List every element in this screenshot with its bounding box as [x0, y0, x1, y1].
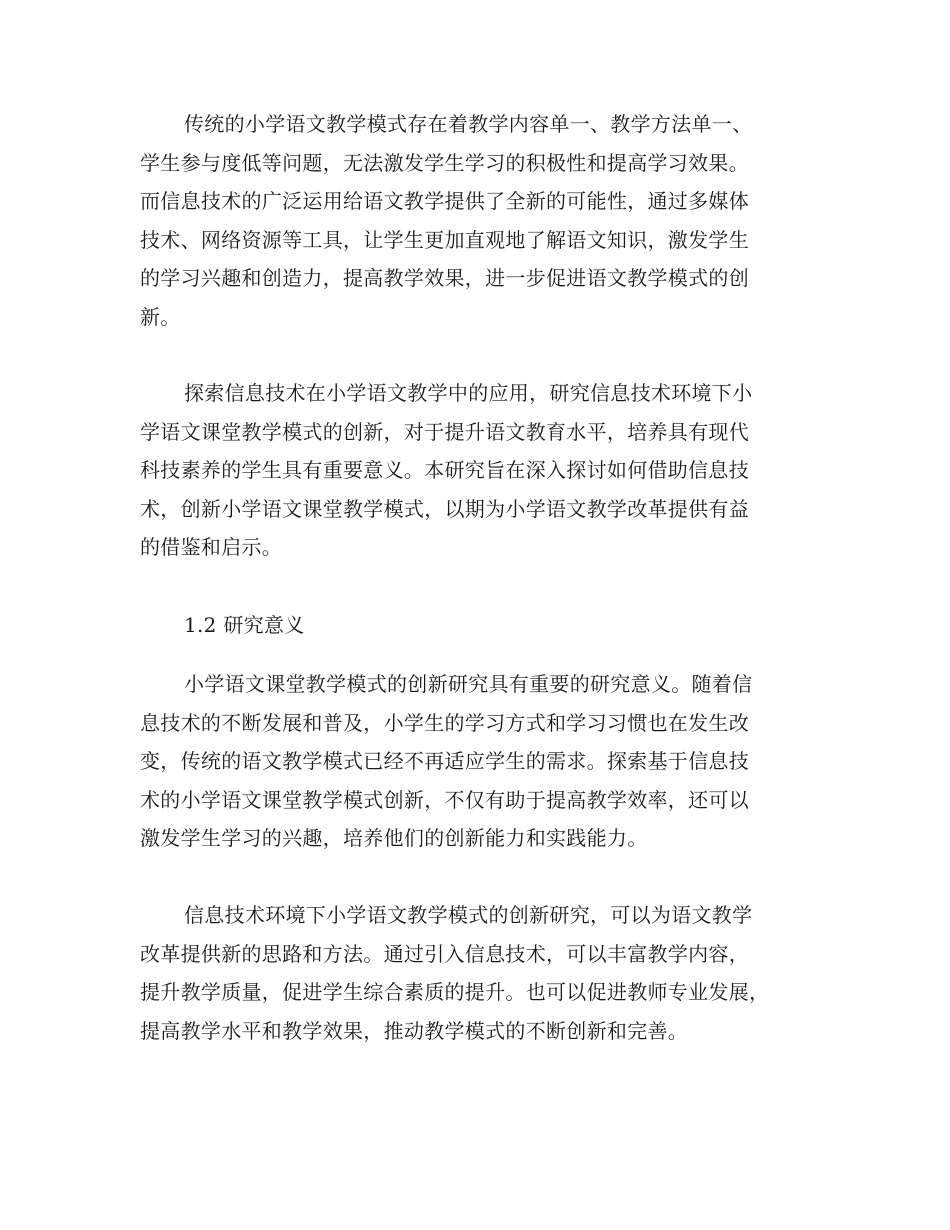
paragraph-line: 提高教学水平和教学效果，推动教学模式的不断创新和完善。 — [140, 1018, 689, 1043]
paragraph-line: 而信息技术的广泛运用给语文教学提供了全新的可能性，通过多媒体 — [140, 189, 749, 213]
paragraph-line: 的借鉴和启示。 — [140, 535, 283, 559]
paragraph-line: 学生参与度低等问题，无法激发学生学习的积极性和提高学习效果。 — [140, 150, 749, 175]
paragraph-line: 探索信息技术在小学语文教学中的应用，研究信息技术环境下小 — [184, 381, 753, 405]
paragraph-line: 信息技术环境下小学语文教学模式的创新研究，可以为语文教学 — [184, 903, 753, 927]
paragraph-3 — [140, 665, 840, 858]
paragraph-line: 技术、网络资源等工具，让学生更加直观地了解语文知识，激发学生 — [140, 227, 749, 252]
paragraph-line: 小学语文课堂教学模式的创新研究具有重要的研究意义。随着信 — [184, 672, 753, 696]
paragraph-line: 提升教学质量，促进学生综合素质的提升。也可以促进教师专业发展， — [140, 980, 770, 1004]
paragraph-2 — [140, 374, 840, 567]
paragraph-4 — [140, 896, 840, 1050]
paragraph-line: 术，创新小学语文课堂教学模式，以期为小学语文教学改革提供有益 — [140, 496, 749, 521]
paragraph-line: 改革提供新的思路和方法。通过引入信息技术，可以丰富教学内容， — [140, 941, 749, 966]
paragraph-line: 激发学生学习的兴趣，培养他们的创新能力和实践能力。 — [140, 826, 648, 850]
section-heading — [140, 606, 305, 645]
paragraph-line: 变，传统的语文教学模式已经不再适应学生的需求。探索基于信息技 — [140, 749, 749, 773]
paragraph-line: 学语文课堂教学模式的创新，对于提升语文教育水平，培养具有现代 — [140, 419, 749, 444]
paragraph-line: 科技素养的学生具有重要意义。本研究旨在深入探讨如何借助信息技 — [140, 458, 749, 482]
paragraph-line: 的学习兴趣和创造力，提高教学效果，进一步促进语文教学模式的创 — [140, 266, 749, 290]
paragraph-line: 术的小学语文课堂教学模式创新，不仅有助于提高教学效率，还可以 — [140, 787, 749, 812]
paragraph-line: 息技术的不断发展和普及，小学生的学习方式和学习习惯也在发生改 — [140, 710, 749, 735]
paragraph-line: 传统的小学语文教学模式存在着教学内容单一、教学方法单一、 — [184, 112, 753, 136]
paragraph-1 — [140, 105, 840, 336]
paragraph-line: 新。 — [140, 304, 181, 329]
section-heading-text: 1.2 研究意义 — [184, 613, 305, 637]
